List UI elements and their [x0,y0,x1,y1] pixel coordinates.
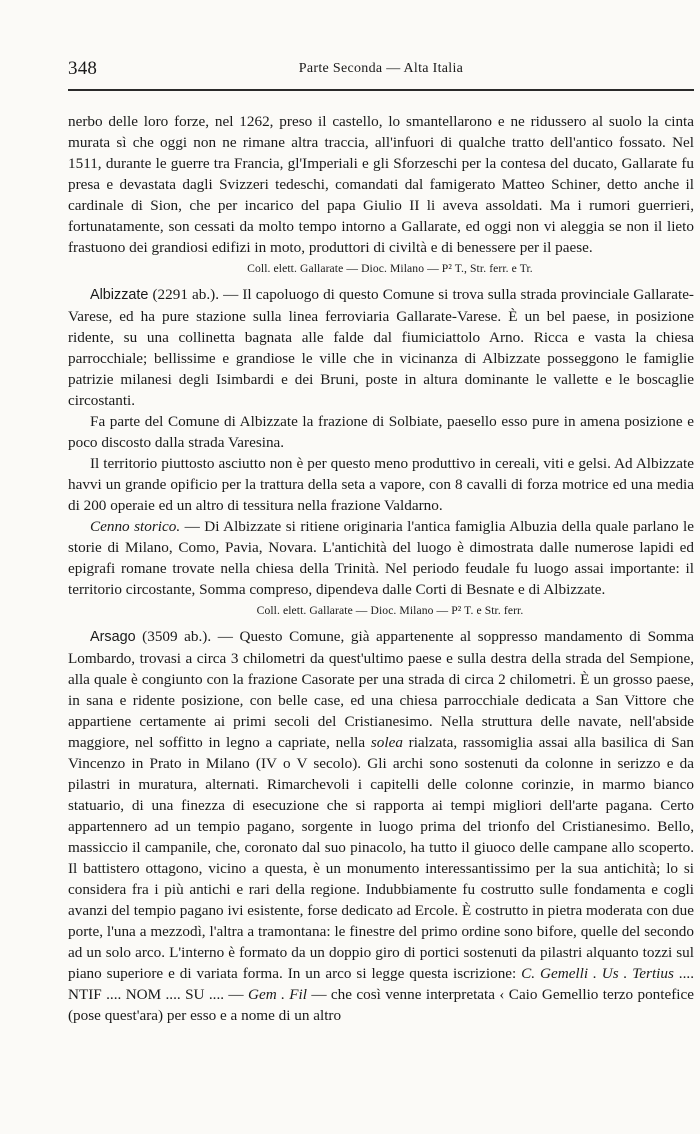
page-header [68,55,694,85]
inscription-part-2: Gem . Fil [248,986,307,1003]
running-head: Parte Seconda — Alta Italia [298,61,464,76]
paragraph-gallarate-history: nerbo delle loro forze, nel 1262, preso il castello, lo smantellarono e ne ridussero al suolo la cinta murata sì che oggi non ne rimane altra traccia, all'infuori di qualche tratto dell'antico fossato. Nel 1511, durante le guerre tra Francia, gl'Imperiali e gli Sforzeschi per la contesa del ducato, Gallarate fu presa e devastata dagli Svizzeri tedeschi, comandati dal famigerato Matteo Schiner, detto anche il cardinale di Sion, che per incarico del papa Giulio II li aveva assoldati. Ma i rumori guerrieri, fortunatamente, son cessati da molto tempo intorno a Gallarate, ed oggi non vi aleggia se non il lieto frastuono dei grandiosi edifizi in moto, produttori di civiltà e di benessere per il paese. [68,113,694,256]
place-name-arsago: Arsago [90,629,136,645]
albizzate-text: (2291 ab.). — Il capoluogo di questo Comune si trova sulla strada provinciale Gallarate-Varese, ed ha pure stazione sulla linea ferroviaria Gallarate-Varese. È un bel paese, in posizione ridente, su una collinetta bagnata alle falde dal fiumiciattolo Arno. Ricca e vasta la chiesa parrocchiale; bellissime e grandiose le ville che in vicinanza di Albizzate posseggono le famiglie patrizie milanesi degli Isimbardi e dei Bruni, poste in altura dominante le vallette e le boscaglie circostanti. [68,286,694,409]
cenno-storico-label: Cenno storico. [90,518,181,535]
arsago-text-3: — che così venne interpretata ‹ Caio Gemellio terzo pontefice (pose quest'ara) per esso e a nome di un altro [68,986,694,1024]
arsago-text-1: (3509 ab.). — Questo Comune, già appartenente al soppresso mandamento di Somma Lombardo, trovasi a circa 3 chilometri da quest'ultimo paese e sulla destra della strada del Sempione, alla quale è congiunto con la frazione Casorate per una strada di circa 2 chilometri. È un grosso paese, in sana e ridente posizione, con belle case, ed una chiesa parrocchiale dedicata a San Vittore che appartiene certamente ai primi secoli del Cristianesimo. Nella struttura delle navate, nell'abside maggiore, nel soffitto in legno a capriate, nella [68,628,694,751]
admin-note-gallarate: Coll. elett. Gallarate — Dioc. Milano — P² T., Str. ferr. e Tr. [247,262,533,275]
inscription-part-1: C. Gemelli . Us . Tertius [521,965,674,982]
page-number: 348 [68,58,98,79]
admin-note-albizzate: Coll. elett. Gallarate — Dioc. Milano — P² T. e Str. ferr. [256,604,524,617]
paragraph-territorio: Il territorio piuttosto asciutto non è per questo meno produttivo in cereali, viti e gelsi. Ad Albizzate havvi un grande opificio per la trattura della seta a vapore, con 8 cavalli di forza motrice ed una media di 200 operaie ed un altro di tessitura nella frazione Valdarno. [68,455,694,514]
inscription-middle: .... NTIF .... NOM .... SU .... — [68,965,694,1003]
header-rule [68,89,694,91]
paragraph-albizzate [68,284,694,411]
paragraph-cenno-storico [68,516,694,600]
paragraph-solbiate: Fa parte del Comune di Albizzate la frazione di Solbiate, paesello esso pure in amena posizione e poco discosto dalla strada Varesina. [68,413,694,451]
term-solea: solea [370,734,403,751]
paragraph-arsago [68,626,694,1026]
body-text [68,111,694,1026]
arsago-text-2: rialzata, rassomiglia assai alla basilica di San Vincenzo in Prato in Milano (IV o V secolo). Gli archi sono sostenuti da colonne in serizzo e da pilastri in muratura, alternati. Rimarchevoli i capitelli delle colonne corinzie, in marmo bianco statuario, di una finezza di esecuzione che si rapporta ai tempi migliori dell'arte pagana. Certo appartennero ad un tempio pagano, sorgente in luogo prima del trionfo del Cristianesimo. Bello, massiccio il campanile, che, coronato dal suo pinacolo, ha tutto il giuoco delle campane allo scoperto. Il battistero ottagono, vicino a questa, è un monumento interessantissimo per la sua antichità; lo si considera fra i più antichi e rari della regione. Indubbiamente fu costrutto sulle fondamenta e cogli avanzi del tempio pagano ivi esistente, forse dedicato ad Ercole. È costrutto in pietra moderata con due porte, l'una a mezzodì, l'altra a tramontana: le finestre del primo ordine sono bifore, quelle del secondo ad un solo arco. L'interno è formato da un doppio giro di portici sostenuti da pilastri alquanto tozzi sul piano superiore e di variata forma. In un arco si legge questa iscrizione: [68,734,694,982]
place-name-albizzate: Albizzate [90,287,149,303]
cenno-storico-text: — Di Albizzate si ritiene originaria l'antica famiglia Albuzia della quale parlano le storie di Milano, Como, Pavia, Novara. L'antichità del luogo è dimostrata dalle numerose lapidi ed epigrafi romane trovate nella chiesa della Trinità. Nel periodo feudale fu luogo assai importante: il territorio circostante, Somma compreso, dipendeva dalle Corti di Besnate e di Albizzate. [68,518,695,598]
